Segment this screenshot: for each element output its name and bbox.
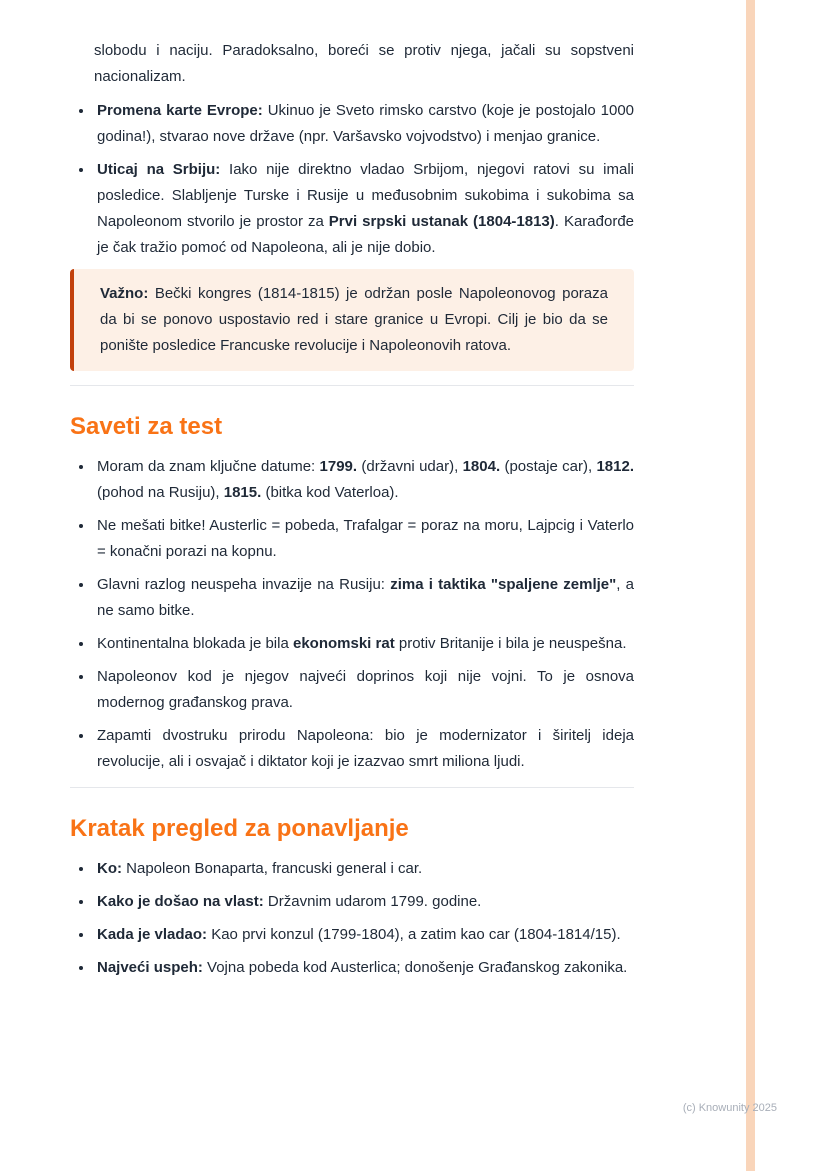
list-item: • Uticaj na Srbiju: Iako nije direktno vladao Srbijom, njegovi ratovi su imali posledice. Slabljenje Turske i Rusije u međusobnim sukobima i sukobima sa Napoleonom stvorilo je prostor za Prvi srpski ustanak (1804-1813). Karađorđe je čak tražio pomoć od Napoleona, ali je nije dobio. — [94, 157, 634, 261]
important-callout — [70, 269, 634, 371]
list-item: • Glavni razlog neuspeha invazije na Rusiju: zima i taktika "spaljene zemlje", a ne samo bitke. — [94, 572, 634, 624]
bullet-list-napoleon-effects — [70, 98, 634, 261]
section-divider — [70, 787, 634, 788]
list-item: • Promena karte Evrope: Ukinuo je Sveto rimsko carstvo (koje je postojalo 1000 godina!), stvarao nove države (npr. Varšavsko vojvodstvo) i menjao granice. — [94, 98, 634, 150]
section-heading-kratak-pregled: Kratak pregled za ponavljanje — [70, 815, 409, 842]
list-item: • Moram da znam ključne datume: 1799. (državni udar), 1804. (postaje car), 1812. (pohod na Rusiju), 1815. (bitka kod Vaterloa). — [94, 454, 634, 506]
paragraph-continuation: slobodu i naciju. Paradoksalno, boreći se protiv njega, jačali su sopstveni nacionalizam. — [94, 42, 634, 85]
list-item: • Ne mešati bitke! Austerlic = pobeda, Trafalgar = poraz na moru, Lajpcig i Vaterlo = konačni porazi na kopnu. — [94, 513, 634, 565]
callout-text: Važno: Bečki kongres (1814-1815) je održan posle Napoleonovog poraza da bi se ponovo uspostavio red i stare granice u Evropi. Cilj je bio da se ponište posledice Francuske revolucije i Napoleonovih ratova. — [100, 285, 608, 354]
list-item: • Najveći uspeh: Vojna pobeda kod Austerlica; donošenje Građanskog zakonika. — [94, 955, 634, 981]
list-item: • Kontinentalna blokada je bila ekonomski rat protiv Britanije i bila je neuspešna. — [94, 631, 634, 657]
list-item: • Napoleonov kod je njegov najveći doprinos koji nije vojni. To je osnova modernog građanskog prava. — [94, 664, 634, 716]
section-divider — [70, 385, 634, 386]
page-margin-stripe — [746, 0, 755, 1171]
document-content — [70, 38, 634, 988]
list-item: • Zapamti dvostruku prirodu Napoleona: bio je modernizator i širitelj ideja revolucije, ali i osvajač i diktator koji je izazvao smrt miliona ljudi. — [94, 723, 634, 775]
list-item: • Ko: Napoleon Bonaparta, francuski general i car. — [94, 856, 634, 882]
list-item: • Kada je vladao: Kao prvi konzul (1799-1804), a zatim kao car (1804-1814/15). — [94, 922, 634, 948]
copyright-watermark: (c) Knowunity 2025 — [682, 1102, 777, 1114]
bullet-list-saveti — [70, 454, 634, 775]
bullet-list-kratak-pregled — [70, 856, 634, 981]
section-heading-saveti-za-test: Saveti za test — [70, 413, 223, 440]
list-item: • Kako je došao na vlast: Državnim udarom 1799. godine. — [94, 889, 634, 915]
